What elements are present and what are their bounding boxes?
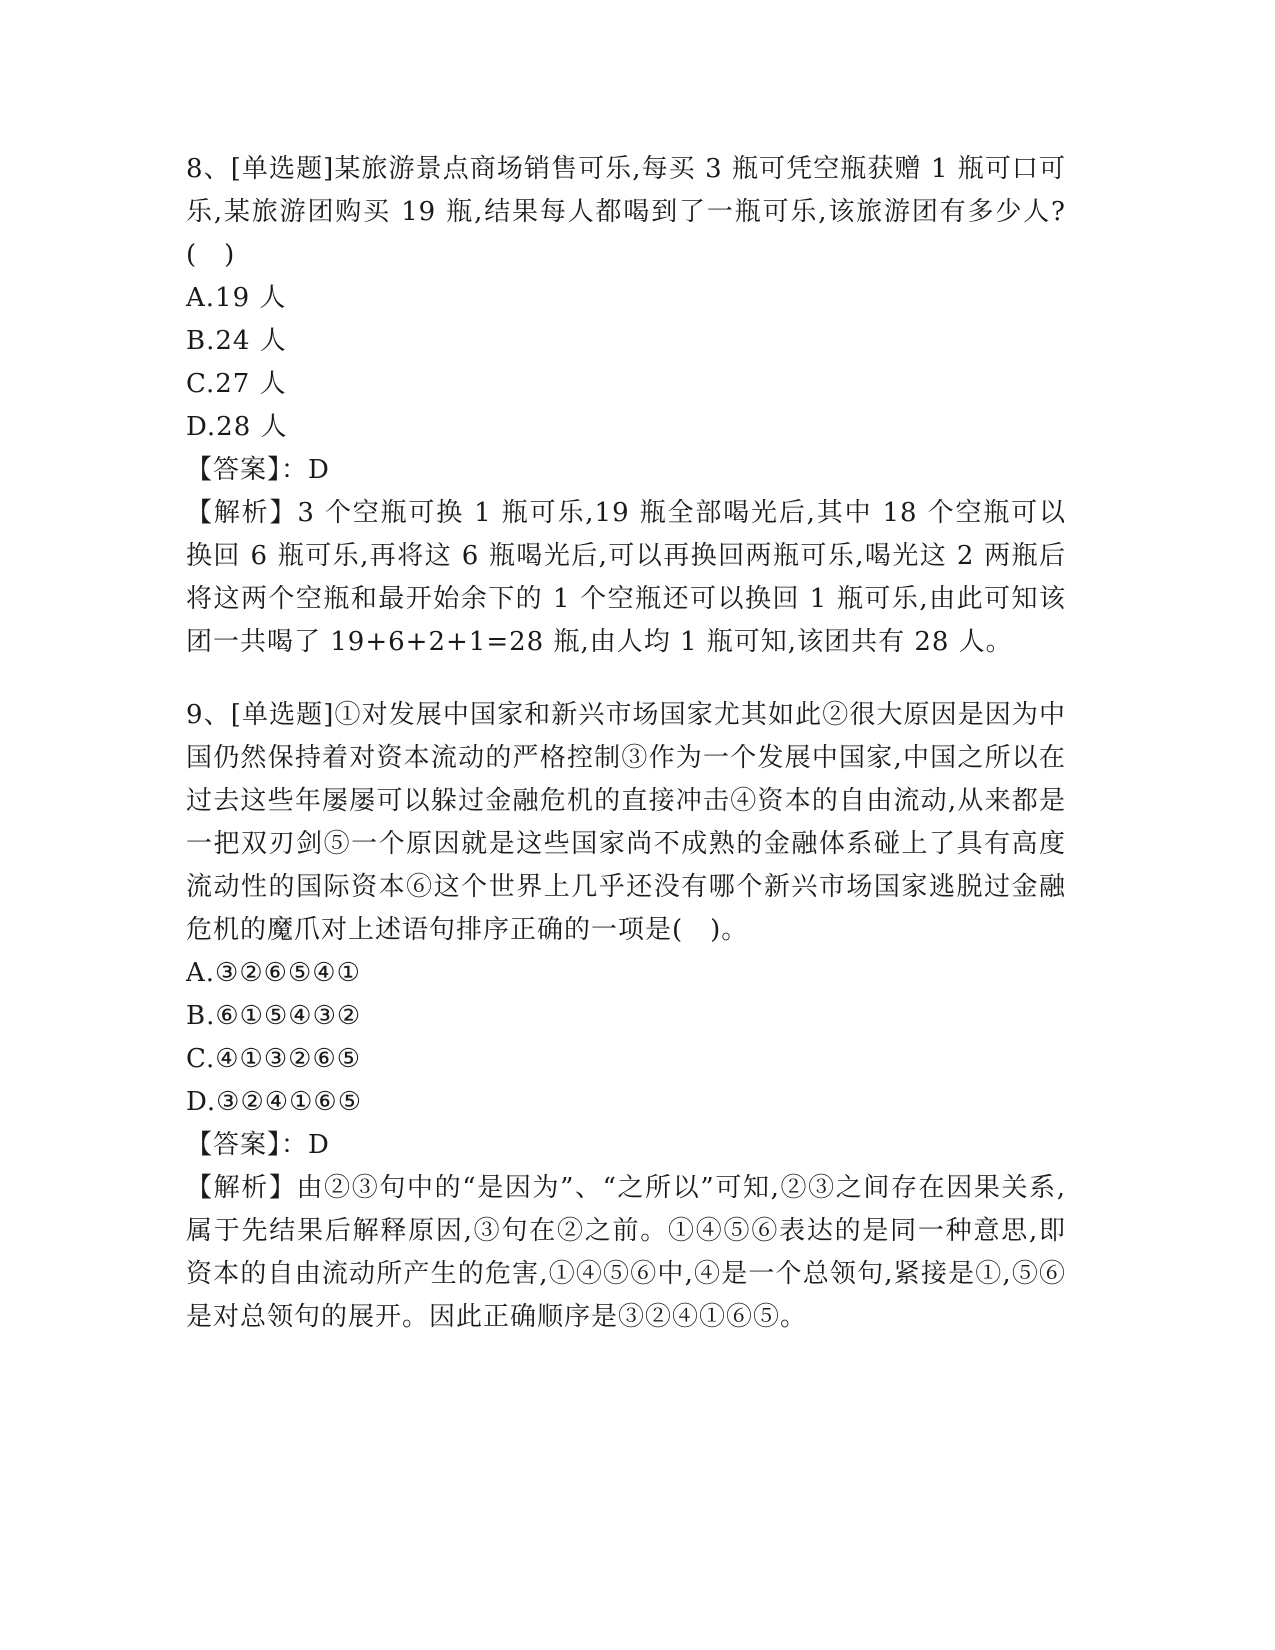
answer-line xyxy=(186,1124,1066,1167)
option-c: C.27 人 xyxy=(186,369,287,399)
option-c: C.④①③②⑥⑤ xyxy=(186,1044,362,1074)
option-a: A.19 人 xyxy=(186,283,287,313)
explanation xyxy=(186,492,1066,664)
question-8 xyxy=(186,148,1066,664)
explanation-text: 由②③句中的“是因为”、“之所以”可知,②③之间存在因果关系,属于先结果后解释原因,③句在②之前。①④⑤⑥表达的是同一种意思,即资本的自由流动所产生的危害,①④⑤⑥中,④是一个总领句,紧接是①,⑤⑥是对总领句的展开。因此正确顺序是③②④①⑥⑤。 xyxy=(186,1173,1066,1332)
option-a: A.③②⑥⑤④① xyxy=(186,958,361,988)
explanation-text: 3 个空瓶可换 1 瓶可乐,19 瓶全部喝光后,其中 18 个空瓶可以换回 6 瓶可乐,再将这 6 瓶喝光后,可以再换回两瓶可乐,喝光这 2 两瓶后将这两个空瓶和最开始余下的 1 个空瓶还可以换回 1 瓶可乐,由此可知该团一共喝了 19+6+2+1=28 瓶,由人均 1 瓶可知,该团共有 28 人。 xyxy=(186,498,1066,657)
answer-value: ：D xyxy=(281,1130,330,1160)
answer-line xyxy=(186,449,1066,492)
option-b: B.⑥①⑤④③② xyxy=(186,1001,362,1031)
option-d: D.28 人 xyxy=(186,412,288,442)
explanation-label: 【解析】 xyxy=(186,498,298,528)
option-b: B.24 人 xyxy=(186,326,287,356)
answer-label: 【答案】 xyxy=(186,1130,282,1160)
question-9 xyxy=(186,694,1066,1339)
explanation xyxy=(186,1167,1066,1339)
option-d: D.③②④①⑥⑤ xyxy=(186,1087,363,1117)
answer-label: 【答案】 xyxy=(186,455,282,485)
question-stem: 8、[单选题]某旅游景点商场销售可乐,每买 3 瓶可凭空瓶获赠 1 瓶可口可乐,某旅游团购买 19 瓶,结果每人都喝到了一瓶可乐,该旅游团有多少人?( ) xyxy=(186,154,1066,270)
answer-value: ：D xyxy=(281,455,330,485)
document-page xyxy=(186,148,1066,1339)
question-stem: 9、[单选题]①对发展中国家和新兴市场国家尤其如此②很大原因是因为中国仍然保持着对资本流动的严格控制③作为一个发展中国家,中国之所以在过去这些年屡屡可以躲过金融危机的直接冲击④资本的自由流动,从来都是一把双刃剑⑤一个原因就是这些国家尚不成熟的金融体系碰上了具有高度流动性的国际资本⑥这个世界上几乎还没有哪个新兴市场国家逃脱过金融危机的魔爪对上述语句排序正确的一项是( )。 xyxy=(186,700,1066,945)
explanation-label: 【解析】 xyxy=(186,1173,297,1203)
question-spacer xyxy=(186,664,1066,694)
